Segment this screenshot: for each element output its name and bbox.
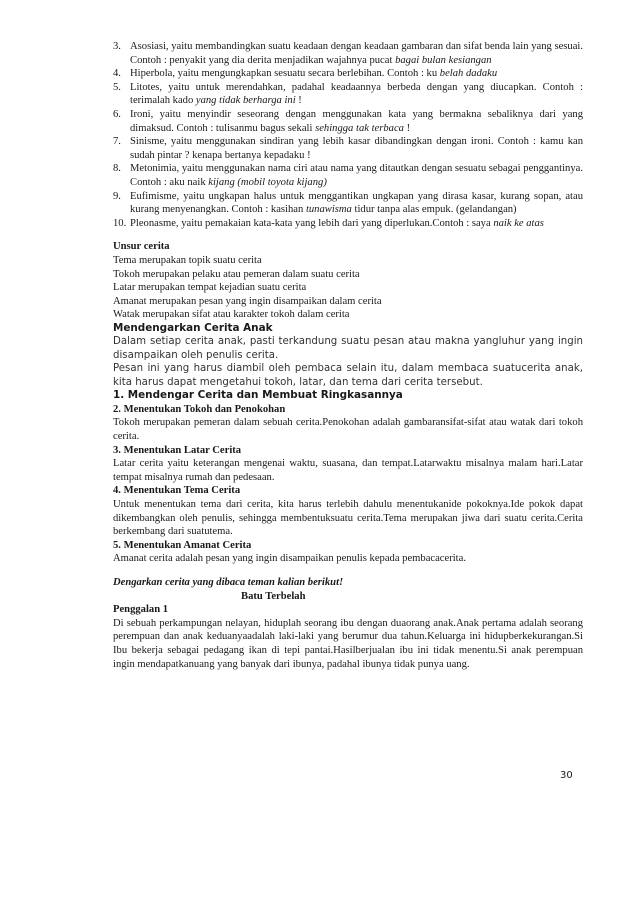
paragraph: Untuk menentukan tema dari cerita, kita harus terlebih dahulu menentukanide pokoknya.Ide pokok dapat dikembangkan oleh penulis, sehingga membentuksuatu cerita.Tema merupakan jiwa dari suatu cerita.Cerita berkembang dari suatutema. [113,499,583,538]
story-title: Batu Terbelah [241,590,306,602]
unsur-line: Latar merupakan tempat kejadian suatu cerita [113,282,307,294]
story-text: Di sebuah perkampungan nelayan, hiduplah seorang ibu dengan duaorang anak.Anak pertama adalah seorang perempuan dan anak keduanyaadalah laki-laki yang berumur dua tahun.Keluarga ini hidupberkekurangan.Si Ibu bekerja sebagai pedagang ikan di tepi pantai.Hasilberjualan ibu ini tidak menentu.Si anak perempuan ingin mendapatkanuang yang banyak dari ibunya, padahal ibunya tidak punya uang. [113,617,583,670]
paragraph: Dalam setiap cerita anak, pasti terkandung suatu pesan atau makna yangluhur yang ingin disampaikan oleh penulis cerita. [113,336,583,361]
subheading: 2. Menentukan Tokoh dan Penokohan [113,403,286,415]
paragraph: Amanat cerita adalah pesan yang ingin disampaikan penulis kepada pembacacerita. [113,553,466,565]
majas-list [113,40,583,230]
unsur-line: Tokoh merupakan pelaku atau pemeran dalam suatu cerita [113,268,360,280]
story-part: Penggalan 1 [113,604,169,616]
subheading: 1. Mendengar Cerita dan Membuat Ringkasannya [113,389,403,402]
list-item: 3. Asosiasi, yaitu membandingkan suatu keadaan dengan keadaan gambaran dan sifat benda lain yang sesuai. Contoh : penyakit yang dia derita menjadikan wajahnya pucat bagai bulan kesiangan [113,41,583,66]
unsur-line: Amanat merupakan pesan yang ingin disampaikan dalam cerita [113,295,382,307]
list-item: 5. Litotes, yaitu untuk merendahkan, padahal keadaannya berbeda dengan yang diucapkan. Contoh : terimalah kado yang tidak berharga ini ! [113,81,583,107]
paragraph: Latar cerita yaitu keterangan mengenai waktu, suasana, dan tempat.Latarwaktu misalnya malam hari.Latar tempat misalnya rumah dan pedesaan. [113,458,583,483]
subheading: 4. Menentukan Tema Cerita [113,485,241,497]
list-item: 7. Sinisme, yaitu menggunakan sindiran yang lebih kasar dibandingkan dengan ironi. Contoh : kamu kan sudah pintar ? kenapa bertanya kepadaku ! [113,136,583,161]
subheading: 3. Menentukan Latar Cerita [113,444,242,456]
list-item: 8. Metonimia, yaitu menggunakan nama ciri atau nama yang ditautkan dengan sesuatu sebagai penggantinya. Contoh : aku naik kijang (mobil toyota kijang) [113,163,583,188]
unsur-heading: Unsur cerita [113,241,170,253]
list-item: 6. Ironi, yaitu menyindir seseorang dengan menggunakan kata yang bermakna sebaliknya dari yang dimaksud. Contoh : tulisanmu bagus sekali sehingga tak terbaca ! [113,108,583,134]
paragraph: Tokoh merupakan pemeran dalam sebuah cerita.Penokohan adalah gambaransifat-sifat atau watak dari tokoh cerita. [113,417,583,443]
story-instruction: Dengarkan cerita yang dibaca teman kalian berikut! [113,577,344,588]
unsur-line: Tema merupakan topik suatu cerita [113,254,262,266]
unsur-line: Watak merupakan sifat atau karakter tokoh dalam cerita [113,309,350,321]
list-item: 4. Hiperbola, yaitu mengungkapkan sesuatu secara berlebihan. Contoh : ku belah dadaku [113,68,498,80]
paragraph: Pesan ini yang harus diambil oleh pembaca selain itu, dalam membaca suatucerita anak, kita harus dapat mengetahui tokoh, latar, dan tema dari cerita tersebut. [113,363,583,388]
list-item: 9. Eufimisme, yaitu ungkapan halus untuk menggantikan ungkapan yang dirasa kasar, kurang sopan, atau kurang menyenangkan. Contoh : kasihan tunawisma tidur tanpa alas empuk. (gelandangan) [113,190,583,216]
page-number: 30 [560,770,573,781]
list-item: 10. Pleonasme, yaitu pemakaian kata-kata yang lebih dari yang diperlukan.Contoh : saya naik ke atas [113,217,544,229]
subheading: 5. Menentukan Amanat Cerita [113,539,252,551]
document-page [113,40,583,671]
section-heading-mendengarkan: Mendengarkan Cerita Anak [113,321,273,334]
